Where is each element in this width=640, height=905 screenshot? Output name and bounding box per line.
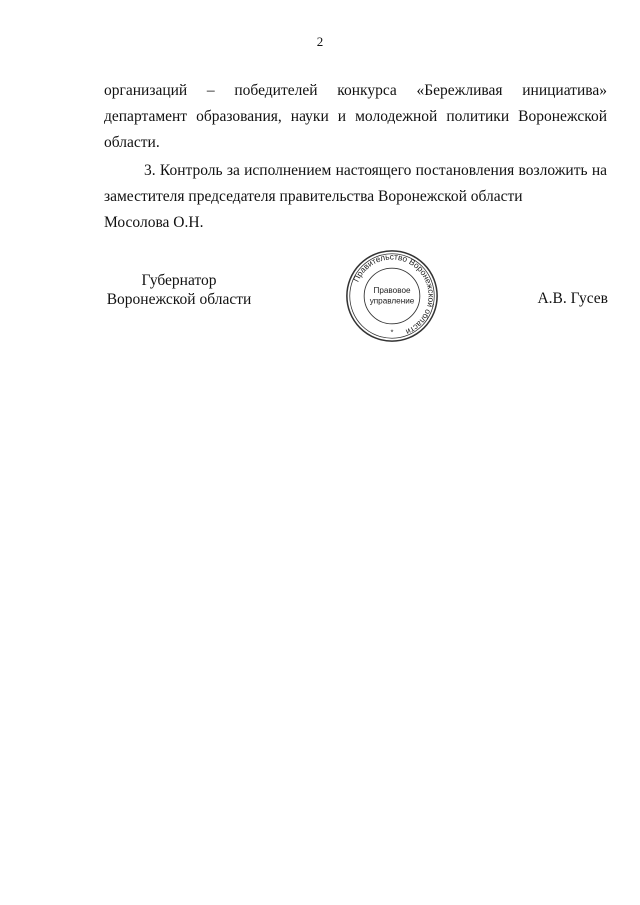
seal-ring-text: Правительство Воронежской области — [351, 252, 436, 337]
official-seal — [344, 248, 440, 344]
seal-center-line-2: управление — [369, 296, 415, 306]
signature-title — [104, 271, 254, 309]
seal-center-line-1: Правовое — [373, 286, 411, 296]
signature-title-line-2: Воронежской области — [106, 291, 252, 308]
document-body — [104, 78, 607, 236]
seal-star-mark: * — [390, 327, 394, 337]
signatory-name: А.В. Гусев — [537, 290, 608, 307]
signature-title-line-1: Губернатор — [141, 272, 217, 289]
paragraph-1: организаций – победителей конкурса «Бережливая инициатива» департамент образования, науки и молодежной политики Воронежской области. — [104, 82, 607, 151]
page-number: 2 — [316, 34, 324, 49]
paragraph-2: 3. Контроль за исполнением настоящего постановления возложить на заместителя председателя правительства Воронежской области — [104, 162, 607, 205]
paragraph-3: Мосолова О.Н. — [104, 214, 204, 231]
